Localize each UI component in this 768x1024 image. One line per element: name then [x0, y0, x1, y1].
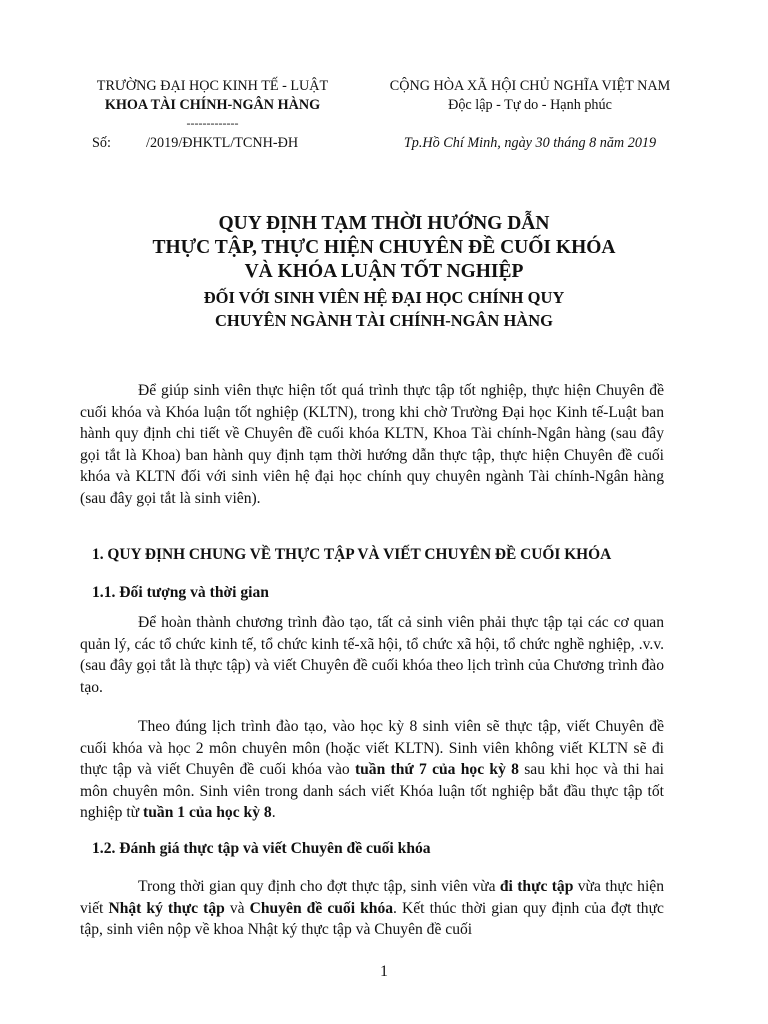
- emphasis-week-7: tuần thứ 7 của học kỳ 8: [354, 761, 519, 779]
- subsection-1-2-heading: 1.2. Đánh giá thực tập và viết Chuyên đề cuối khóa: [92, 840, 431, 857]
- emphasis-internship: đi thực tập: [499, 878, 574, 895]
- title-line-1: QUY ĐỊNH TẠM THỜI HƯỚNG DẪN: [218, 213, 550, 234]
- school-name: TRƯỜNG ĐẠI HỌC KINH TẾ - LUẬT: [96, 78, 329, 94]
- title-line-4: ĐỐI VỚI SINH VIÊN HỆ ĐẠI HỌC CHÍNH QUY: [203, 288, 565, 307]
- text-run: .: [271, 804, 276, 822]
- intro-paragraph: Để giúp sinh viên thực hiện tốt quá trình thực tập tốt nghiệp, thực hiện Chuyên đề cuối khóa và Khóa luận tốt nghiệp (KLTN), trong khi chờ Trường Đại học Kinh tế-Luật ban hành quy định chi tiết về Chuyên đề cuối khóa KLTN, Khoa Tài chính-Ngân hàng (sau đây gọi tắt là Khoa) ban hành quy định tạm thời hướng dẫn thực tập, thực hiện Chuyên đề cuối khóa và KLTN đối với sinh viên hệ đại học chính quy chuyên ngành Tài chính-Ngân hàng (sau đây gọi tắt là sinh viên).: [80, 382, 664, 507]
- nation-motto: Độc lập - Tự do - Hạnh phúc: [448, 97, 612, 113]
- text-run: vừa thực hiện viết: [80, 878, 664, 917]
- subsection-1-1-paragraph-2: [80, 716, 664, 824]
- text-run: . Kết thúc thời gian quy định của đợt thực tập, sinh viên nộp về khoa Nhật ký thực tập và Chuyên đề cuối: [80, 899, 664, 939]
- emphasis-final-report: Chuyên đề cuối khóa: [249, 899, 394, 917]
- subsection-1-1-heading: 1.1. Đối tượng và thời gian: [92, 584, 269, 601]
- text-run: Theo đúng lịch trình đào tạo, vào học kỳ 8 sinh viên sẽ thực tập, viết Chuyên đề cuối khóa và học 2 môn chuyên môn (hoặc viết KLTN). Sinh viên không viết KLTN sẽ đi thực tập và viết Chuyên đề cuối khóa vào: [80, 718, 664, 779]
- document-number: /2019/ĐHKTL/TCNH-ĐH: [146, 135, 299, 151]
- subsection-1-1-paragraph-1: Để hoàn thành chương trình đào tạo, tất cả sinh viên phải thực tập tại các cơ quan quản lý, các tổ chức kinh tế, tổ chức kinh tế-xã hội, tổ chức xã hội, tổ chức nghề nghiệp, .v.v. (sau đây gọi tắt là thực tập) và viết Chuyên đề cuối khóa theo lịch trình của Chương trình đào tạo.: [80, 614, 664, 696]
- emphasis-journal: Nhật ký thực tập: [108, 899, 225, 917]
- header-divider: -------------: [186, 116, 239, 130]
- document-number-label: Số:: [92, 135, 111, 151]
- faculty-name: KHOA TÀI CHÍNH-NGÂN HÀNG: [104, 97, 321, 113]
- document-date: Tp.Hồ Chí Minh, ngày 30 tháng 8 năm 2019: [403, 135, 657, 151]
- nation-name: CỘNG HÒA XÃ HỘI CHỦ NGHĨA VIỆT NAM: [389, 78, 671, 94]
- text-run: và: [224, 899, 250, 917]
- section-1-heading: 1. QUY ĐỊNH CHUNG VỀ THỰC TẬP VÀ VIẾT CHUYÊN ĐỀ CUỐI KHÓA: [92, 546, 612, 563]
- text-run: sau khi học và thi hai môn chuyên môn. Sinh viên trong danh sách viết Khóa luận tốt nghiệp bắt đầu thực tập tốt nghiệp từ: [80, 761, 664, 822]
- text-run: Trong thời gian quy định cho đợt thực tập, sinh viên vừa: [138, 878, 500, 895]
- emphasis-week-1: tuần 1 của học kỳ 8: [143, 804, 272, 822]
- title-line-5: CHUYÊN NGÀNH TÀI CHÍNH-NGÂN HÀNG: [215, 311, 553, 330]
- title-line-3: VÀ KHÓA LUẬN TỐT NGHIỆP: [244, 261, 524, 282]
- page-number: 1: [380, 963, 388, 980]
- subsection-1-2-paragraph: [80, 876, 664, 941]
- title-line-2: THỰC TẬP, THỰC HIỆN CHUYÊN ĐỀ CUỐI KHÓA: [152, 237, 616, 258]
